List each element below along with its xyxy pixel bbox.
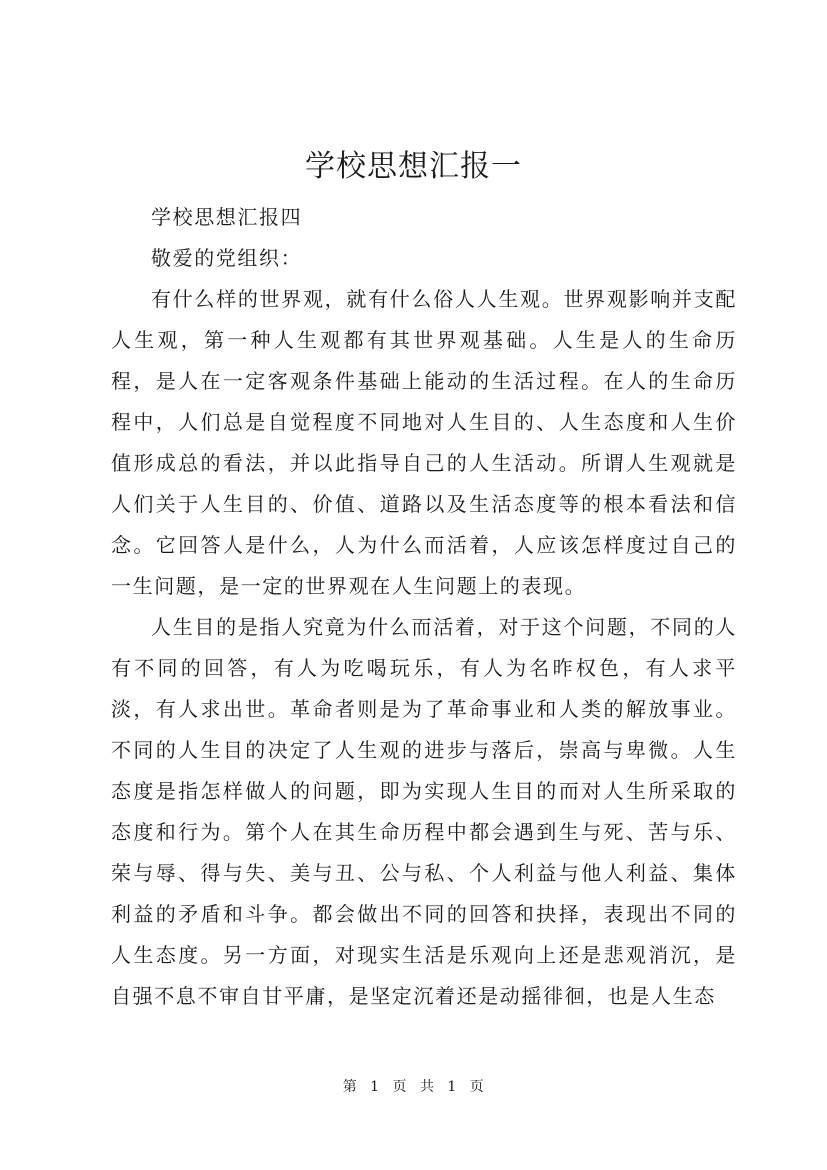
page-footer: 第 1 页 共 1 页 <box>342 1079 485 1095</box>
paragraph-salutation: 敬爱的党组织： <box>151 246 303 270</box>
document-title: 学校思想汇报一 <box>305 149 522 184</box>
document-body <box>111 197 737 1017</box>
paragraph-life-purpose: 人生目的是指人究竟为什么而活着，对于这个问题，不同的人有不同的回答，有人为吃喝玩乐，有人为名昨权色，有人求平淡，有人求出世。革命者则是为了革命事业和人类的解放事业。不同的人生目的决定了人生观的进步与落后，崇高与卑微。人生态度是指怎样做人的问题，即为实现人生目的而对人生所采取的态度和行为。第个人在其生命历程中都会遇到生与死、苦与乐、荣与辱、得与失、美与丑、公与私、个人利益与他人利益、集体利益的矛盾和斗争。都会做出不同的回答和抉择，表现出不同的人生态度。另一方面，对现实生活是乐观向上还是悲观消沉，是自强不息不审自甘平庸，是坚定沉着还是动摇徘徊，也是人生态 <box>111 615 737 1008</box>
paragraph-worldview: 有什么样的世界观，就有什么俗人人生观。世界观影响并支配人生观，第一种人生观都有其世界观基础。人生是人的生命历程，是人在一定客观条件基础上能动的生活过程。在人的生命历程中，人们总是自觉程度不同地对人生目的、人生态度和人生价值形成总的看法，并以此指导自己的人生活动。所谓人生观就是人们关于人生目的、价值、道路以及生活态度等的根本看法和信念。它回答人是什么，人为什么而活着，人应该怎样度过自己的一生问题，是一定的世界观在人生问题上的表现。 <box>111 287 737 598</box>
paragraph-subtitle: 学校思想汇报四 <box>151 205 303 229</box>
